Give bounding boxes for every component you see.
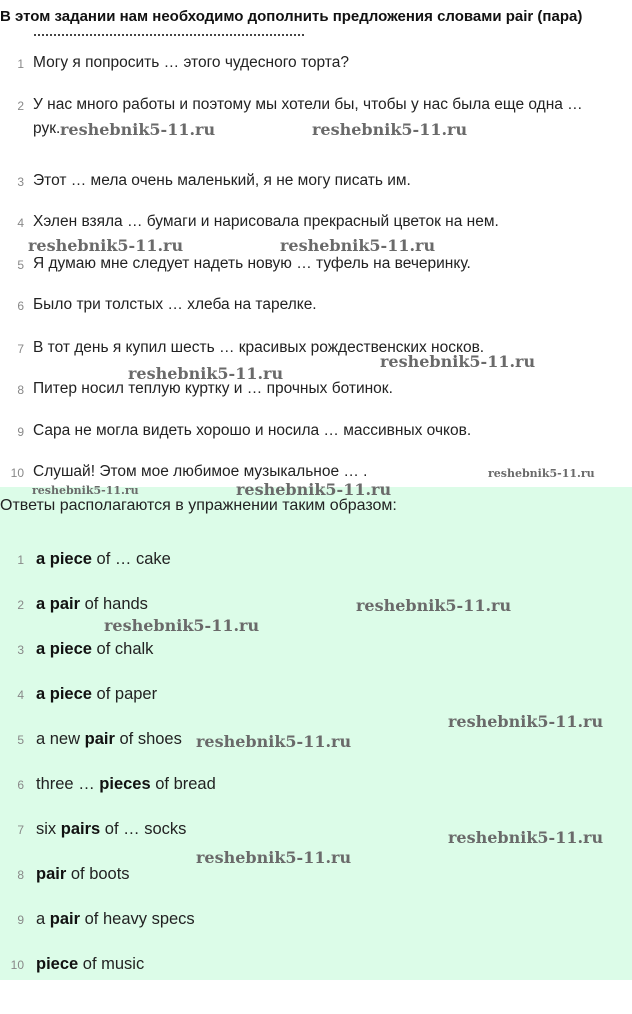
answer-keyword: pair [84,730,115,748]
question-text: Питер носил теплую куртку и … прочных ботинок. [33,380,393,397]
answer-number: 4 [17,688,24,702]
answer-text: a piece of chalk [36,640,154,658]
answer-number: 8 [17,868,24,882]
answer-text: a pair of hands [36,595,148,613]
page-title: В этом задании нам необходимо дополнить предложения словами pair (пара) [0,8,583,25]
answer-number: 7 [17,823,24,837]
watermark: reshebnik5-11.ru [196,732,352,751]
watermark: reshebnik5-11.ru [380,352,536,371]
watermark: reshebnik5-11.ru [236,480,392,499]
answer-keyword: pairs [60,820,101,838]
answer-keyword: a piece [36,550,92,568]
question-number: 3 [17,175,24,189]
watermark: reshebnik5-11.ru [312,120,468,139]
watermark: reshebnik5-11.ru [356,596,512,615]
question-number: 7 [17,342,24,356]
question-number: 9 [17,425,24,439]
question-text: Сара не могла видеть хорошо и носила … массивных очков. [33,422,472,439]
cropped-text-line [34,34,304,40]
watermark: reshebnik5-11.ru [280,236,436,255]
question-text: У нас много работы и поэтому мы хотели бы, чтобы у нас была еще одна … [33,96,583,113]
watermark: reshebnik5-11.ru [128,364,284,383]
question-text: В тот день я купил шесть … красивых рождественских носков. [33,339,485,356]
answer-text: piece of music [36,955,145,973]
question-number: 6 [17,299,24,313]
answer-number: 9 [17,913,24,927]
question-number: 10 [10,466,24,480]
watermark: reshebnik5-11.ru [448,828,604,847]
answer-number: 2 [17,598,24,612]
watermark: reshebnik5-11.ru [448,712,604,731]
question-text: Слушай! Этом мое любимое музыкальное … . [33,463,368,480]
answer-keyword: a piece [36,640,92,658]
watermark: reshebnik5-11.ru [104,616,260,635]
answer-keyword: pieces [99,775,151,793]
answer-text: a piece of … cake [36,550,171,568]
answer-keyword: a piece [36,685,92,703]
watermark: reshebnik5-11.ru [196,848,352,867]
answer-text: a piece of paper [36,685,158,703]
answer-keyword: piece [36,955,79,973]
question-text: Этот … мела очень маленький, я не могу писать им. [33,172,411,189]
question-text-continued: рук. [33,120,61,137]
question-number: 5 [17,258,24,272]
answer-keyword: pair [49,910,81,928]
answer-keyword: a pair [36,595,81,613]
watermark: reshebnik5-11.ru [32,484,139,497]
answer-keyword: pair [36,865,67,883]
answer-text: three … pieces of bread [36,775,216,793]
question-text: Хэлен взяла … бумаги и нарисовала прекрасный цветок на нем. [33,213,499,230]
answer-number: 6 [17,778,24,792]
question-text: Я думаю мне следует надеть новую … туфель на вечеринку. [33,255,471,272]
question-number: 2 [17,99,24,113]
watermark: reshebnik5-11.ru [28,236,184,255]
answer-text: pair of boots [36,865,130,883]
answer-number: 3 [17,643,24,657]
question-text: Было три толстых … хлеба на тарелке. [33,296,317,313]
answer-text: six pairs of … socks [36,820,187,838]
question-number: 1 [17,57,24,71]
watermark: reshebnik5-11.ru [60,120,216,139]
answers-intro: Ответы располагаются в упражнении таким образом: [0,497,397,514]
question-text: Могу я попросить … этого чудесного торта? [33,54,349,71]
question-number: 8 [17,383,24,397]
watermark: reshebnik5-11.ru [488,467,595,480]
answer-number: 1 [17,553,24,567]
answer-number: 10 [10,958,24,972]
answer-text: a new pair of shoes [36,730,182,748]
answer-text: a pair of heavy specs [36,910,195,928]
question-number: 4 [17,216,24,230]
answer-number: 5 [17,733,24,747]
